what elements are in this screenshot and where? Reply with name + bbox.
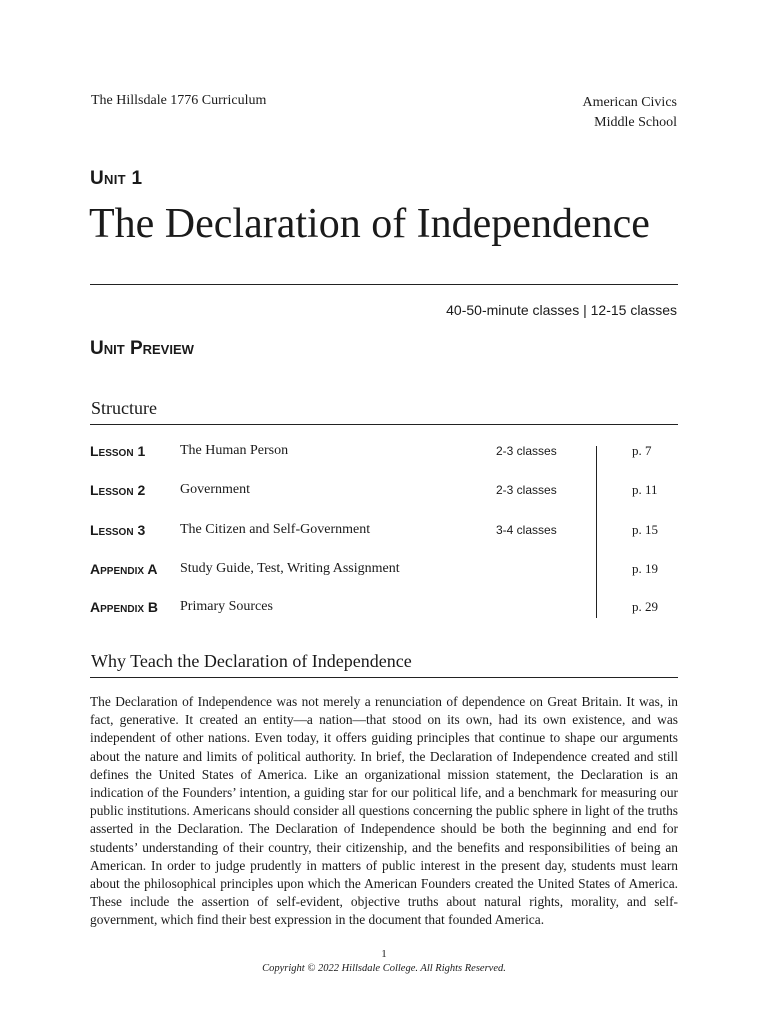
lesson-row — [90, 480, 678, 504]
lesson-classes: 2-3 classes — [496, 483, 557, 497]
lesson-row — [90, 520, 678, 544]
curriculum-name: The Hillsdale 1776 Curriculum — [91, 93, 267, 108]
lesson-row — [90, 441, 678, 465]
lesson-page: p. 11 — [632, 482, 658, 497]
why-teach-heading: Why Teach the Declaration of Independence — [91, 651, 412, 671]
grade-level: Middle School — [594, 115, 677, 130]
structure-divider — [90, 424, 678, 425]
why-teach-body: The Declaration of Independence was not merely a renunciation of dependence on Great Britain. It was, in fact, generative. It created an entity—a nation—that stood on its own, had its own existence, and was independent of other nations. Even today, it offers guiding principles that continue to shape our arguments about the nature and limits of political authority. In brief, the Declaration of Independence created and still defines the United States of America. Like an organizational mission statement, the Declaration is an indication of the Founders’ intention, a guiding star for our political life, and a benchmark for measuring our public institutions. Americans should consider all questions concerning the public sphere in light of the truths asserted in the Declaration. The Declaration of Independence should be both the beginning and end for students’ understanding of their country, their citizenship, and the benefits and responsibilities of being an American. In order to judge prudently in matters of public interest in the present day, students must learn about the philosophical principles upon which the American Founders created the United States of America. These include the assertion of self-evident, objective truths about natural rights, morality, and self-government, which find their best expression in the document that founded America. — [90, 694, 678, 928]
lesson-title: The Human Person — [180, 443, 289, 458]
unit-label: Unit 1 — [90, 168, 143, 189]
copyright-notice: Copyright © 2022 Hillsdale College. All Rights Reserved. — [262, 963, 506, 974]
duration-info: 40-50-minute classes | 12-15 classes — [446, 302, 677, 318]
structure-heading: Structure — [91, 398, 157, 418]
lesson-row — [90, 597, 678, 621]
lesson-title: The Citizen and Self-Government — [180, 522, 371, 537]
lesson-page: p. 15 — [632, 522, 658, 537]
unit-preview-heading: Unit Preview — [90, 338, 194, 359]
page-number: 1 — [381, 948, 387, 960]
lesson-page: p. 7 — [632, 443, 652, 458]
lesson-classes: 2-3 classes — [496, 444, 557, 458]
lesson-code: Appendix A — [90, 561, 158, 577]
lesson-title: Study Guide, Test, Writing Assignment — [180, 561, 400, 576]
lesson-page: p. 19 — [632, 561, 658, 576]
lesson-row — [90, 559, 678, 583]
lesson-code: Lesson 1 — [90, 443, 146, 459]
lesson-title: Government — [180, 482, 250, 497]
lesson-code: Lesson 3 — [90, 522, 146, 538]
table-column-divider — [596, 446, 597, 618]
why-teach-divider — [90, 677, 678, 678]
lesson-title: Primary Sources — [180, 599, 273, 614]
lesson-code: Lesson 2 — [90, 482, 146, 498]
subject-level — [583, 93, 677, 133]
subject-name: American Civics — [582, 95, 677, 110]
unit-title: The Declaration of Independence — [89, 201, 650, 247]
title-divider — [90, 284, 678, 285]
lesson-classes: 3-4 classes — [496, 523, 557, 537]
lesson-page: p. 29 — [632, 599, 658, 614]
lesson-code: Appendix B — [90, 599, 159, 615]
